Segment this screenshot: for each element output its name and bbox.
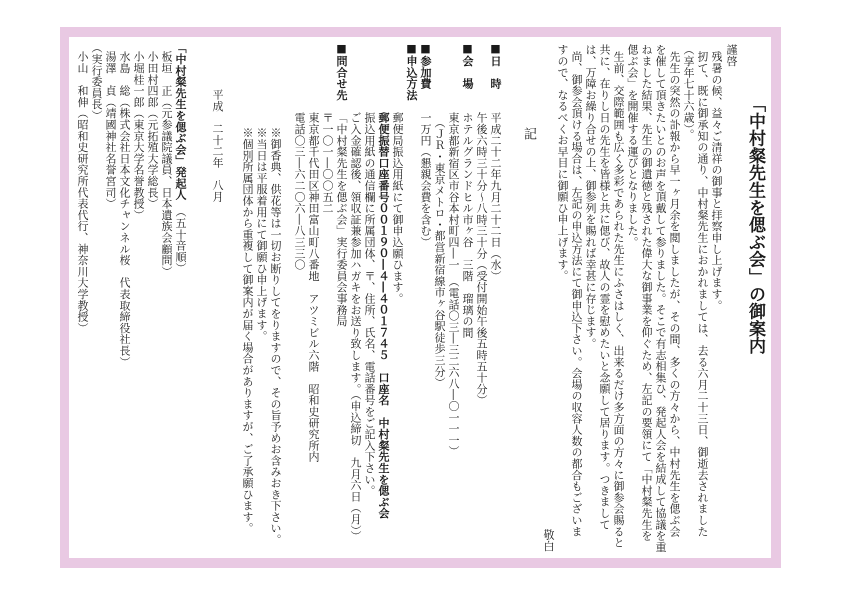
body-line: 扨て、既に御承知の通り、中村粲先生におかれましては、去る六月二十三日、御逝去されました	[696, 51, 709, 537]
contact-line: 電話〇三―六二〇六―八三三〇	[293, 112, 306, 271]
body-line: すので、なるべくお早目に御願ひ申上げます。	[556, 44, 569, 282]
organizers-heading	[174, 42, 186, 274]
committee-label: （実行委員長）	[90, 42, 103, 122]
venue-label: ■会 場	[461, 42, 474, 90]
venue-line: ホテルグランドヒル市ヶ谷 三階 瑠璃の間	[461, 112, 474, 338]
organizer-member: 水島 総（株式会社日本文化チャンネル桜 代表取締役社長）	[118, 51, 131, 368]
closing: 敬白	[542, 529, 555, 552]
organizers-order-note: （五十音順）	[174, 211, 187, 274]
organizer-member: 板垣 正（元参議院議員、日本遺族会顧問）	[160, 51, 173, 277]
organizer-member: 小堀桂一郎（東京大学名誉教授）	[132, 51, 145, 221]
postal-account-number: ００１９０―４―４０１７４５	[377, 202, 390, 361]
body-line: 生前、交際範囲も広く多彩であられた先生にふさはしく、出来るだけ多方面の方々に御参会賜ると	[612, 51, 625, 549]
apply-line: 振込用紙の通信欄に所属団体、〒、住所、氏名、電話番号をご記入下さい。	[363, 112, 376, 497]
apply-line: ご入金確認後、領収証兼参加ハガキをお送り致します。（申込締切 九月六日（月））	[349, 112, 362, 542]
body-line: 尚、御参会頂ける場合は、左記の申込方法にて御申込下さい。会場の収容人数の都合もございま	[570, 51, 583, 537]
document-page	[69, 37, 771, 558]
body-line: 先生の突然の訃報から早一ヶ月余を閲しましたが、その間、多くの方々から、中村先生を偲ぶ会	[668, 51, 681, 537]
greeting: 謹啓	[725, 44, 738, 67]
account-name: 中村粲先生を偲ぶ会	[377, 417, 390, 519]
note-item: ※御香典、供花等は一切お断りしてをりますので、その旨予めお含みおき下さい。	[269, 127, 282, 546]
date-label: ■日 時	[489, 42, 502, 90]
body-line: 共に、在りし日の先生を皆様と共に偲び、故人の霊を慰めたいと念願して居ります。つきまして	[598, 44, 611, 530]
body-line: を催して頂きたいとのお声を頂戴して参りました。そこで有志相集ひ、発起人会を結成して協議を重	[654, 44, 667, 553]
body-line: は、万障お繰り合せの上、御参列を賜れば幸甚に存じます。	[584, 44, 597, 350]
apply-line: 郵便局振込用紙にて御申込願ひます。	[391, 112, 404, 305]
account-name-label: 口座名	[377, 371, 390, 406]
time-line: 午後六時三十分～八時三十分（受付開始午後五時五十分）	[475, 112, 488, 406]
fee-line: 一万円（懇親会費を含む）	[419, 112, 432, 248]
note-item: ※当日は平服着用にて御願ひ申上げます。	[255, 127, 268, 342]
organizer-member: 小田村四郎（元拓殖大学総長）	[146, 51, 159, 210]
contact-label: ■問合せ先	[335, 42, 348, 101]
body-line: （享年七十六歳）。	[682, 44, 695, 141]
venue-line: 東京都新宿区市谷本村町四―一 （電話〇三―三二六八―〇一一一）	[447, 112, 460, 457]
contact-line: 東京都千代田区神田富山町八番地 アツミビル六階 昭和史研究所内	[307, 112, 320, 463]
issue-date: 平成 二十二年 八月	[211, 89, 224, 202]
date-line: 平成二十二年九月二十二日（水）	[489, 112, 502, 282]
body-line: ねました結果、先生の御遺徳と残された偉大な御事業を仰ぐため、左記の要領にて「中村粲先生を	[640, 44, 653, 542]
apply-label: ■申込方法	[405, 42, 418, 101]
postal-account-line	[377, 112, 389, 519]
document-title: 「中村粲先生を偲ぶ会」の御案内	[745, 95, 765, 355]
postal-account-label: 郵便振替口座番号	[377, 112, 390, 203]
note-item: ※個別所属団体から重複して御案内が届く場合がありますが、ご了承願ひます。	[241, 127, 254, 534]
venue-line: （ＪＲ・東京メトロ・都営新宿線市ヶ谷駅徒歩三分）	[433, 117, 446, 389]
contact-line: 「中村粲先生を偲ぶ会」実行委員会事務局	[335, 112, 348, 327]
organizer-member: 湯澤 貞（靖國神社名誉宮司）	[104, 51, 117, 210]
organizers-title: 「中村粲先生を偲ぶ会」発起人	[174, 42, 187, 201]
contact-line: 〒一〇一―〇〇五二	[321, 112, 334, 214]
fee-label: ■参加費	[419, 42, 432, 90]
ki-marker: 記	[521, 127, 536, 141]
committee-chair: 小山 和伸（昭和史研究所代表代行、神奈川大学教授）	[76, 51, 89, 334]
body-line: 偲ぶ会」を開催する運びとなりました。	[626, 44, 639, 248]
body-line: 残暑の候、益々ご清祥の御事と拝察申し上げます。	[710, 51, 723, 311]
